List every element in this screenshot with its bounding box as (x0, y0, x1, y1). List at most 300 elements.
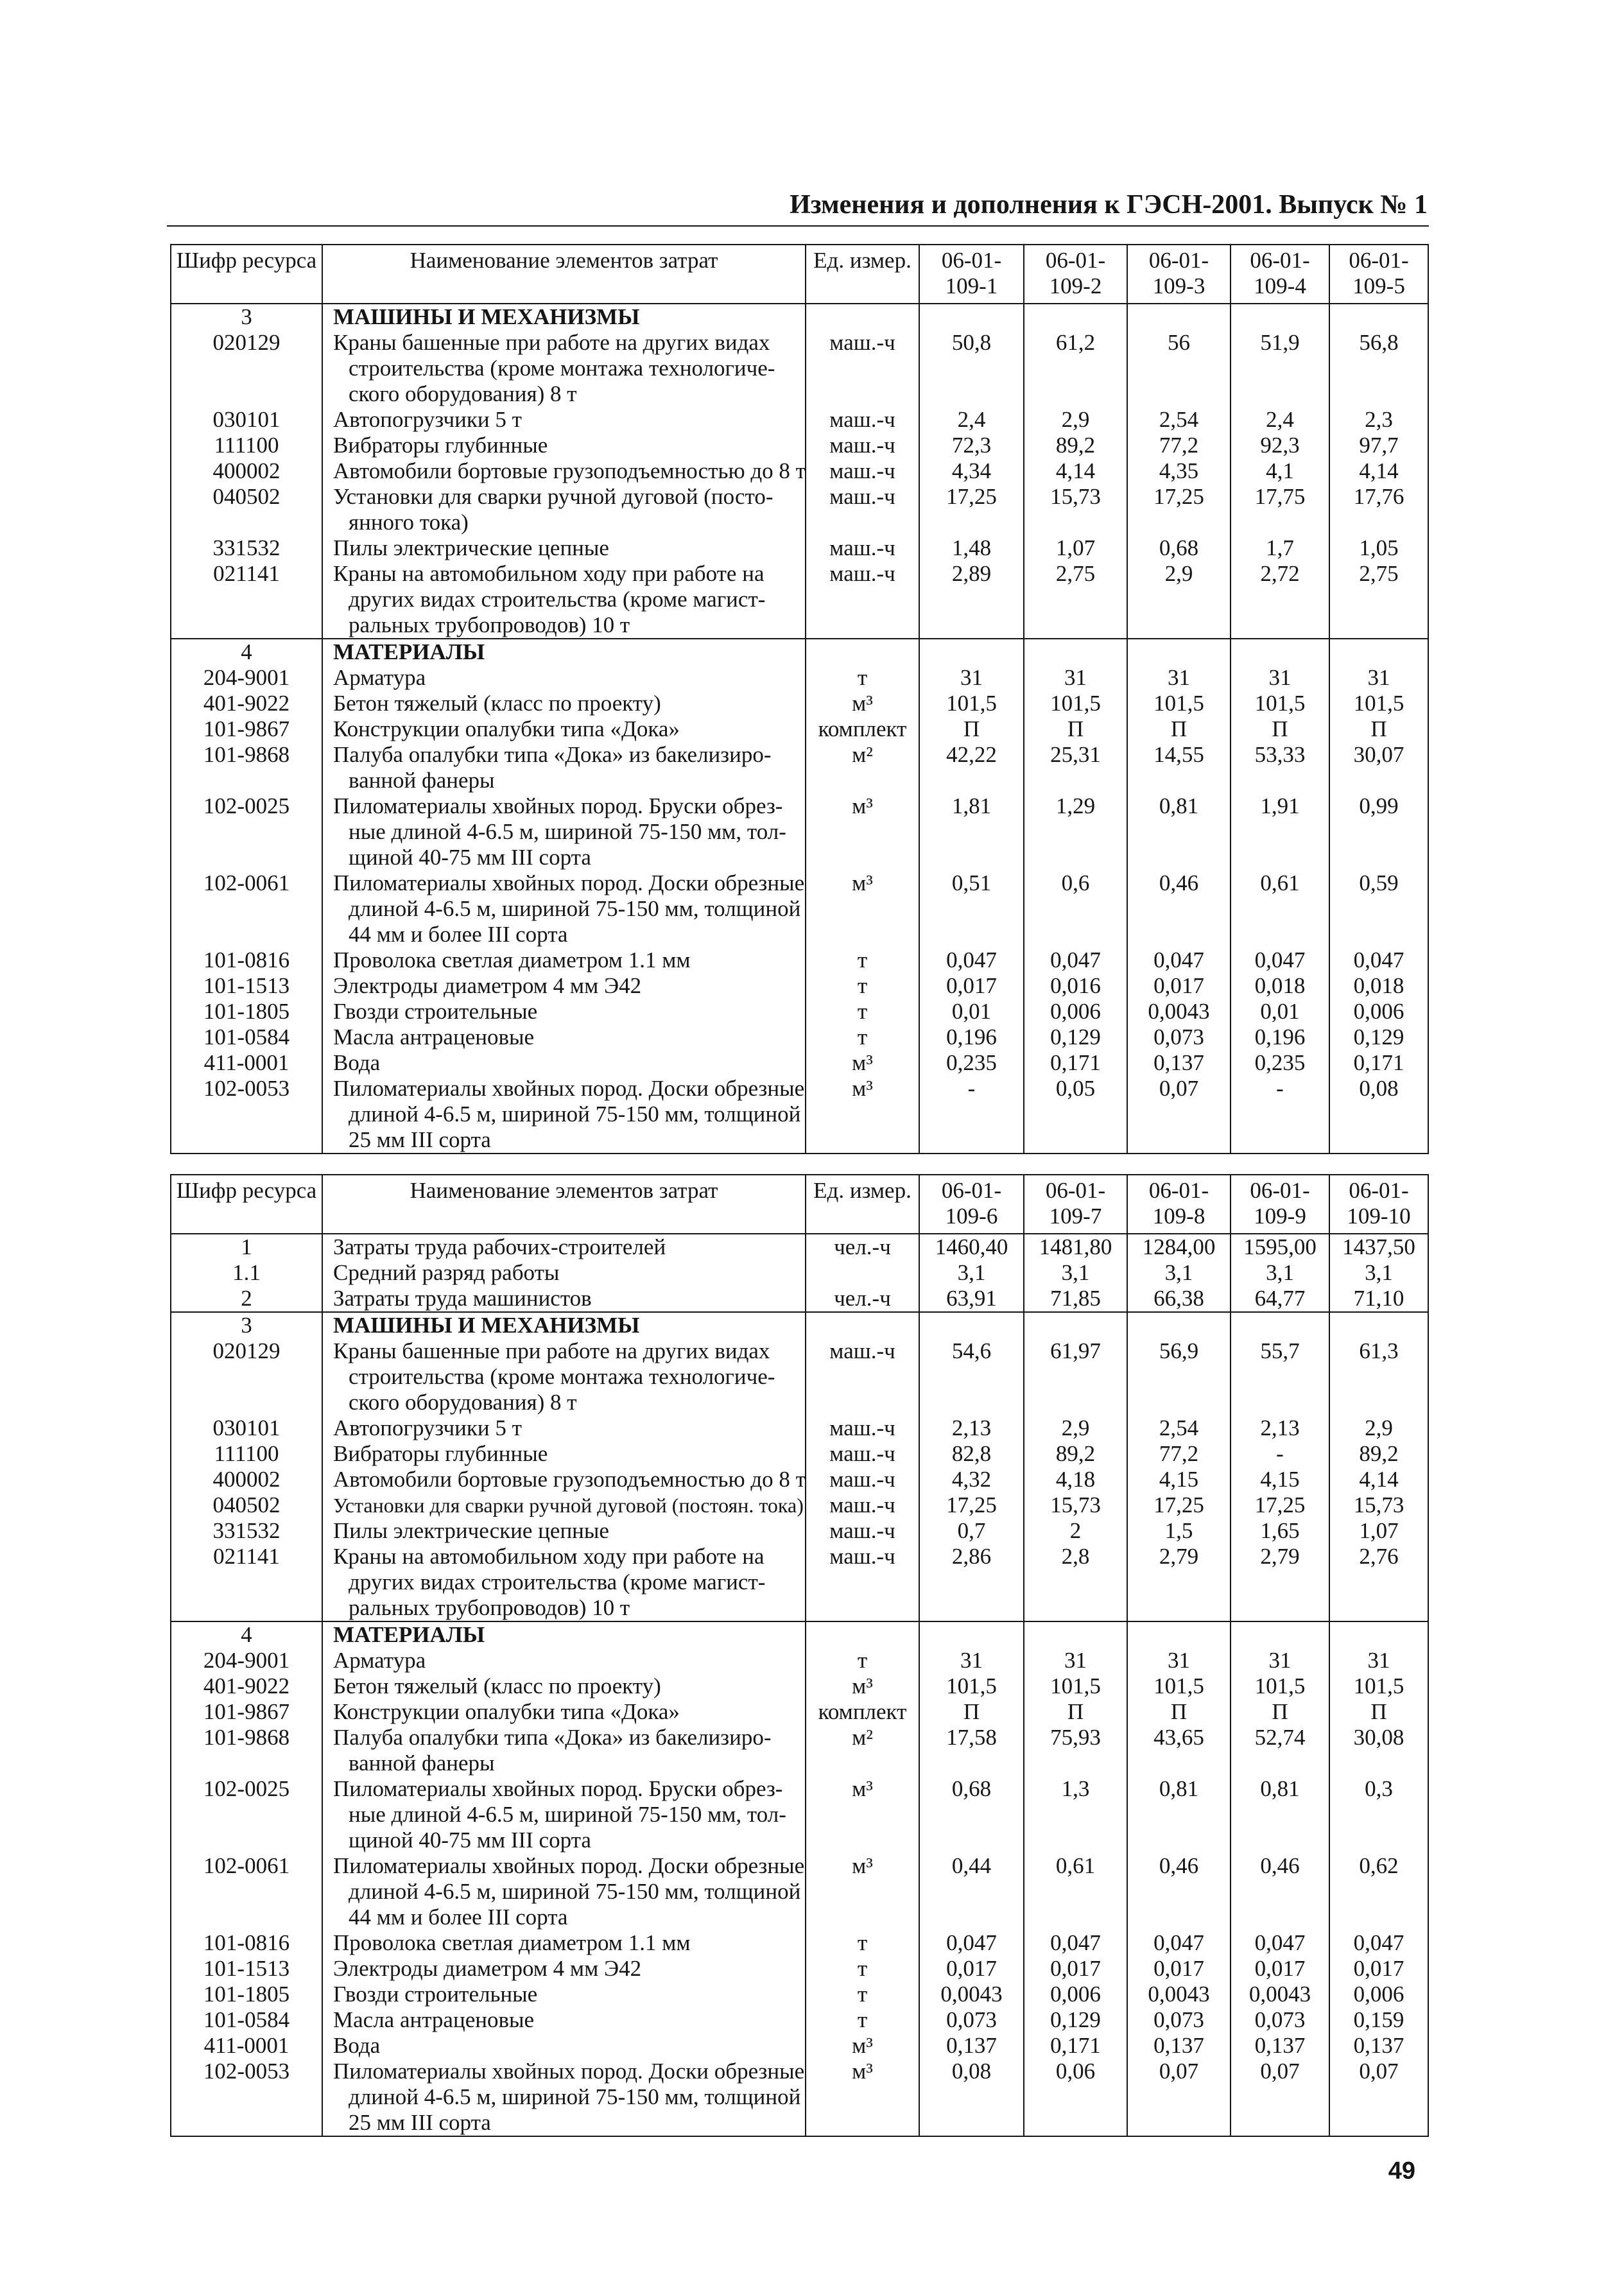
norm-value-cell (919, 716, 1024, 742)
norm-value-cell (919, 1415, 1024, 1441)
norm-value: 42,22 (946, 742, 997, 767)
norm-value: 89,2 (1055, 433, 1096, 458)
element-name-line: Гвозди строительные (333, 1982, 538, 2007)
element-name-cell (322, 716, 806, 742)
resource-code: 020129 (212, 330, 281, 355)
unit-cell (806, 1621, 919, 1648)
norm-value-cell (1329, 433, 1428, 458)
norm-value-cell (1329, 1956, 1428, 1982)
norm-code-line: 109-1 (945, 273, 998, 298)
resource-code: 102-0053 (203, 2059, 290, 2084)
table-row (171, 458, 1428, 484)
unit: маш.-ч (829, 1338, 895, 1363)
element-name-line: Вода (333, 2033, 381, 2058)
table-row (171, 1776, 1428, 1853)
norm-value: 3,1 (1061, 1260, 1090, 1285)
unit: м² (852, 742, 873, 767)
norm-value-cell (1024, 691, 1127, 716)
element-name-line: Затраты труда рабочих-строителей (333, 1234, 666, 1259)
norm-value-cell (1329, 535, 1428, 561)
norm-value-cell (1231, 870, 1329, 947)
norm-value-cell (1127, 1930, 1231, 1956)
norm-value: 0,07 (1159, 1076, 1199, 1101)
norm-value-cell (919, 1492, 1024, 1518)
resource-code: 411-0001 (203, 1050, 289, 1075)
norm-value: 43,65 (1153, 1725, 1204, 1750)
norm-value-cell (1024, 716, 1127, 742)
norm-value-cell (1024, 793, 1127, 870)
unit: т (857, 665, 868, 690)
norm-value: 0,44 (951, 1853, 992, 1878)
norm-value-cell (1024, 407, 1127, 433)
norm-value-cell (1231, 1776, 1329, 1853)
element-name-cell (322, 793, 806, 870)
resource-code-cell (171, 1776, 322, 1853)
norm-value-cell (1329, 1776, 1428, 1853)
resource-code-cell (171, 691, 322, 716)
norm-value-cell (1127, 1286, 1231, 1312)
norm-value-cell (1127, 1518, 1231, 1544)
norm-value: 31 (1064, 1648, 1087, 1673)
norm-value: 17,25 (946, 484, 997, 509)
norm-value-cell (1231, 561, 1329, 639)
table-row (171, 1467, 1428, 1492)
resource-code-cell (171, 1286, 322, 1312)
element-name-line: длиной 4-6.5 м, шириной 75-150 мм, толщиной (349, 1879, 801, 1904)
resource-code-cell (171, 2033, 322, 2059)
element-name-line: Пилы электрические цепные (333, 1518, 609, 1543)
norm-value-cell (1329, 1312, 1428, 1338)
norm-value: 0,047 (946, 947, 997, 972)
norm-value-cell (1024, 2007, 1127, 2033)
column-header-norm (1024, 1175, 1127, 1234)
norm-value: 0,047 (1153, 947, 1204, 972)
norm-value: П (1067, 1699, 1084, 1724)
element-name-line: Бетон тяжелый (класс по проекту) (333, 691, 661, 716)
unit: маш.-ч (829, 458, 895, 483)
norm-code-line: 109-7 (1049, 1204, 1102, 1229)
norm-value: 0,073 (1254, 2007, 1306, 2032)
norm-value: 56,8 (1359, 330, 1399, 355)
norm-value: 17,76 (1353, 484, 1404, 509)
unit: маш.-ч (829, 1467, 895, 1492)
resource-code-cell (171, 458, 322, 484)
element-name-line: Пиломатериалы хвойных пород. Бруски обрез- (333, 1776, 783, 1801)
element-name-cell (322, 484, 806, 535)
norm-value: 101,5 (1254, 691, 1306, 716)
norm-value-cell (1231, 947, 1329, 973)
norm-value: 52,74 (1254, 1725, 1306, 1750)
element-name-line: Бетон тяжелый (класс по проекту) (333, 1673, 661, 1698)
resource-code: 102-0025 (203, 793, 290, 818)
norm-value-cell (919, 1312, 1024, 1338)
element-name-line: Затраты труда машинистов (333, 1286, 592, 1311)
resource-code: 101-9868 (203, 1725, 290, 1750)
norm-code-line: 06-01- (1045, 1178, 1106, 1203)
unit-cell (806, 1982, 919, 2007)
table-header (171, 245, 1428, 304)
norm-value: П (963, 716, 980, 741)
norm-value-cell (1127, 793, 1231, 870)
norm-value: 31 (960, 665, 983, 690)
norm-value-cell (1329, 1467, 1428, 1492)
norm-value: 0,047 (1050, 947, 1101, 972)
unit: маш.-ч (829, 433, 895, 458)
norm-value-cell (1231, 1492, 1329, 1518)
norm-value-cell (1024, 1544, 1127, 1621)
norm-value-cell (1024, 1518, 1127, 1544)
column-header-unit (806, 1175, 919, 1234)
norm-value-cell (1231, 1415, 1329, 1441)
element-name-line: ные длиной 4-6.5 м, шириной 75-150 мм, тол- (349, 1802, 786, 1827)
norm-value: 101,5 (1153, 1673, 1204, 1698)
table-row (171, 973, 1428, 999)
unit: т (857, 2007, 868, 2032)
norm-value: 4,34 (951, 458, 992, 483)
element-name-line: других видах строительства (кроме магист- (349, 1569, 766, 1595)
norm-code-line: 109-10 (1347, 1204, 1411, 1229)
norm-value-cell (919, 999, 1024, 1024)
norm-value: 77,2 (1159, 433, 1199, 458)
norm-value-cell (919, 535, 1024, 561)
resource-code: 3 (241, 1313, 252, 1338)
resource-code-cell (171, 484, 322, 535)
norm-value-cell (1127, 1956, 1231, 1982)
norm-value: 1,7 (1266, 535, 1294, 560)
table-row (171, 1518, 1428, 1544)
resource-code-cell (171, 1050, 322, 1076)
norm-value: 2,13 (1260, 1415, 1300, 1440)
norm-value: 0,05 (1055, 1076, 1096, 1101)
element-name-line: Вибраторы глубинные (333, 1441, 548, 1466)
element-name-cell (322, 1648, 806, 1673)
unit-cell (806, 1956, 919, 1982)
table-row (171, 1544, 1428, 1621)
norm-value: 2,9 (1365, 1415, 1393, 1440)
table-row (171, 716, 1428, 742)
norm-value: 4,15 (1260, 1467, 1300, 1492)
norm-value-cell (1024, 458, 1127, 484)
element-name-cell (322, 1415, 806, 1441)
norm-value: 66,38 (1153, 1286, 1204, 1311)
norm-value-cell (1329, 1415, 1428, 1441)
norm-value: 30,07 (1353, 742, 1404, 767)
element-name-cell (322, 458, 806, 484)
norm-value: 0,047 (1050, 1930, 1101, 1955)
element-name-line: Установки для сварки ручной дуговой (постоян. тока) (333, 1494, 804, 1517)
unit: м³ (852, 793, 873, 818)
norm-value-cell (1024, 870, 1127, 947)
norm-value-cell (1127, 484, 1231, 535)
norm-code-line: 06-01- (1148, 1178, 1209, 1203)
norm-code-line: 06-01- (1349, 248, 1409, 273)
norm-value: 17,25 (1153, 1492, 1204, 1517)
resource-code: 101-1805 (203, 999, 290, 1024)
column-header-norm (919, 1175, 1024, 1234)
norm-value-cell (1231, 665, 1329, 691)
norm-value-cell (1329, 1234, 1428, 1260)
norm-code-line: 06-01- (1250, 248, 1310, 273)
element-name-line: 44 мм и более III сорта (349, 922, 568, 947)
norm-value: 101,5 (1254, 1673, 1306, 1698)
norm-value: 0,129 (1050, 1024, 1101, 1050)
resource-code: 411-0001 (203, 2033, 289, 2058)
resource-code-cell (171, 1699, 322, 1725)
norm-value-cell (1329, 639, 1428, 665)
element-name-cell (322, 1699, 806, 1725)
unit: м³ (852, 2033, 873, 2058)
norm-value-cell (1329, 1725, 1428, 1776)
column-header-norm (1231, 1175, 1329, 1234)
norm-value-cell (919, 1518, 1024, 1544)
norm-value: 15,73 (1050, 484, 1101, 509)
unit: м² (852, 1725, 873, 1750)
norm-value-cell (1024, 1024, 1127, 1050)
resource-code-cell (171, 1024, 322, 1050)
resource-code: 400002 (212, 458, 281, 483)
norm-value-cell (1231, 1544, 1329, 1621)
table-header (171, 1175, 1428, 1234)
unit: м³ (852, 1050, 873, 1075)
norm-value-cell (1024, 973, 1127, 999)
norm-value: 3,1 (1266, 1260, 1294, 1285)
norm-value-cell (1329, 458, 1428, 484)
norm-value-cell (1231, 1076, 1329, 1154)
norm-value-cell (919, 947, 1024, 973)
norm-value-cell (1231, 1467, 1329, 1492)
norm-value: 4,15 (1159, 1467, 1199, 1492)
norm-value: 0,81 (1159, 793, 1199, 818)
unit: т (857, 1648, 868, 1673)
resource-code-cell (171, 433, 322, 458)
norm-value-cell (1024, 1076, 1127, 1154)
norm-value-cell (1329, 1441, 1428, 1467)
table-body (171, 304, 1428, 1154)
column-header-norm (1329, 245, 1428, 304)
norm-value: 0,073 (946, 2007, 997, 2032)
norm-value-cell (1329, 407, 1428, 433)
element-name-line: Пилы электрические цепные (333, 535, 609, 560)
norm-code-line: 109-9 (1254, 1204, 1306, 1229)
norm-value: 0,047 (1254, 1930, 1306, 1955)
unit-cell (806, 1286, 919, 1312)
norm-value: 1,29 (1055, 793, 1096, 818)
element-name-line: Палуба опалубки типа «Дока» из бакелизиро- (333, 1725, 772, 1750)
norm-value: 1437,50 (1342, 1234, 1415, 1259)
norm-value-cell (1231, 535, 1329, 561)
norm-value-cell (1127, 1415, 1231, 1441)
element-name-cell (322, 1621, 806, 1648)
norm-value-cell (1127, 2033, 1231, 2059)
unit-cell (806, 973, 919, 999)
unit: м³ (852, 1853, 873, 1878)
norm-value: 1,07 (1359, 1518, 1399, 1543)
unit: маш.-ч (829, 1544, 895, 1569)
unit-cell (806, 947, 919, 973)
norm-value: 101,5 (946, 691, 997, 716)
element-name-line: Автомобили бортовые грузоподъемностью до 8 т (333, 1467, 806, 1492)
norm-value: 0,0043 (1148, 999, 1210, 1024)
table-row (171, 1024, 1428, 1050)
norm-code-line: 109-6 (945, 1204, 998, 1229)
norm-value-cell (919, 1076, 1024, 1154)
resource-code-cell (171, 1725, 322, 1776)
table-body (171, 1234, 1428, 2136)
norm-value-cell (1127, 1725, 1231, 1776)
norm-value-cell (1329, 1673, 1428, 1699)
unit: чел.-ч (834, 1286, 891, 1311)
norm-value: 0,81 (1159, 1776, 1199, 1801)
norm-value-cell (919, 1234, 1024, 1260)
norm-value: 2 (1069, 1518, 1082, 1543)
norm-value: 101,5 (946, 1673, 997, 1698)
title-rule (167, 225, 1429, 227)
norm-value: 0,01 (1260, 999, 1300, 1024)
unit-cell (806, 433, 919, 458)
element-name-line: Краны башенные при работе на других видах (333, 1338, 770, 1363)
norm-value-cell (1231, 1956, 1329, 1982)
column-header-name (322, 1175, 806, 1234)
norm-value: 0,017 (946, 973, 997, 998)
unit: маш.-ч (829, 561, 895, 586)
element-name-line: Вода (333, 1050, 381, 1075)
norm-value-cell (1127, 433, 1231, 458)
norm-value-cell (1231, 1853, 1329, 1930)
element-name-line: других видах строительства (кроме магист- (349, 587, 766, 612)
norm-value: 75,93 (1050, 1725, 1101, 1750)
norm-value-cell (1231, 1441, 1329, 1467)
unit-cell (806, 1699, 919, 1725)
norm-value: 61,97 (1050, 1338, 1101, 1363)
norm-value: 0,3 (1365, 1776, 1393, 1801)
resource-code: 401-9022 (203, 691, 290, 716)
norm-value-cell (1231, 1648, 1329, 1673)
unit-cell (806, 1076, 919, 1154)
element-name-line: Конструкции опалубки типа «Дока» (333, 716, 680, 741)
element-name-line: ского оборудования) 8 т (349, 1390, 577, 1415)
norm-value-cell (1231, 691, 1329, 716)
column-header-name-label: Наименование элементов затрат (410, 248, 718, 273)
norm-value-cell (1329, 1518, 1428, 1544)
resource-code-cell (171, 1338, 322, 1415)
norm-value-cell (1329, 716, 1428, 742)
unit: м³ (852, 870, 873, 895)
resource-code: 102-0061 (203, 870, 290, 895)
norm-value-cell (919, 639, 1024, 665)
resource-code: 400002 (212, 1467, 281, 1492)
element-name-line: Автопогрузчики 5 т (333, 407, 522, 432)
resource-table-1 (170, 244, 1429, 1154)
norm-value: 15,73 (1050, 1492, 1101, 1517)
norm-value: 1,05 (1359, 535, 1399, 560)
norm-value-cell (1024, 1725, 1127, 1776)
element-name-cell (322, 304, 806, 330)
unit-cell (806, 691, 919, 716)
norm-value: 0,137 (1254, 2033, 1306, 2058)
element-name-line: Вибраторы глубинные (333, 433, 548, 458)
norm-value: 72,3 (951, 433, 992, 458)
element-name-line: 25 мм III сорта (349, 1127, 491, 1152)
norm-value-cell (919, 2059, 1024, 2136)
norm-value: 31 (1367, 665, 1390, 690)
norm-value: 97,7 (1359, 433, 1399, 458)
table-row (171, 1050, 1428, 1076)
table-row (171, 1415, 1428, 1441)
norm-value-cell (1024, 535, 1127, 561)
norm-value: 2,13 (951, 1415, 992, 1440)
norm-value-cell (1231, 484, 1329, 535)
section-title: МАШИНЫ И МЕХАНИЗМЫ (333, 1313, 640, 1338)
norm-value: 17,25 (1254, 1492, 1306, 1517)
table-row (171, 561, 1428, 639)
unit-cell (806, 2007, 919, 2033)
norm-value-cell (1127, 1673, 1231, 1699)
norm-value: 1,3 (1061, 1776, 1090, 1801)
norm-value: 4,14 (1359, 458, 1399, 483)
norm-value-cell (1231, 1725, 1329, 1776)
norm-value-cell (1231, 458, 1329, 484)
element-name-line: ральных трубопроводов) 10 т (349, 612, 630, 637)
norm-value-cell (1231, 330, 1329, 407)
norm-value: 82,8 (951, 1441, 992, 1466)
norm-value: 4,14 (1055, 458, 1096, 483)
norm-value: 2,75 (1055, 561, 1096, 586)
norm-value: 3,1 (957, 1260, 986, 1285)
norm-value: 2,4 (957, 407, 986, 432)
element-name-cell (322, 2033, 806, 2059)
element-name-cell (322, 691, 806, 716)
resource-code-cell (171, 1648, 322, 1673)
element-name-cell (322, 1338, 806, 1415)
unit-cell (806, 1518, 919, 1544)
table-row (171, 1982, 1428, 2007)
unit: маш.-ч (829, 1518, 895, 1543)
norm-value-cell (1231, 1621, 1329, 1648)
norm-value: 0,08 (1359, 1076, 1399, 1101)
norm-value-cell (1024, 1286, 1127, 1312)
section-row (171, 639, 1428, 665)
table-row (171, 1286, 1428, 1312)
unit: т (857, 1982, 868, 2007)
norm-value: 0,137 (1353, 2033, 1404, 2058)
norm-value-cell (1231, 2059, 1329, 2136)
norm-value: 1481,80 (1039, 1234, 1112, 1259)
norm-value-cell (1329, 1024, 1428, 1050)
resource-code: 331532 (212, 535, 281, 560)
resource-code: 204-9001 (203, 1648, 290, 1673)
norm-value-cell (1024, 742, 1127, 793)
column-header-code (171, 1175, 322, 1234)
norm-value-cell (1329, 1076, 1428, 1154)
norm-code-line: 109-8 (1152, 1204, 1205, 1229)
norm-value-cell (1024, 1648, 1127, 1673)
norm-value: 4,1 (1266, 458, 1294, 483)
norm-value-cell (1127, 458, 1231, 484)
element-name-cell (322, 1776, 806, 1853)
norm-value-cell (919, 1930, 1024, 1956)
unit: комплект (818, 1699, 907, 1724)
norm-value-cell (1127, 1544, 1231, 1621)
norm-value: 2,8 (1061, 1544, 1090, 1569)
norm-value-cell (1127, 691, 1231, 716)
norm-value-cell (1127, 639, 1231, 665)
norm-value: 0,01 (951, 999, 992, 1024)
resource-code-cell (171, 1467, 322, 1492)
resource-code-cell (171, 1312, 322, 1338)
norm-value-cell (919, 1725, 1024, 1776)
norm-value: 0,171 (1353, 1050, 1404, 1075)
unit: м³ (852, 2059, 873, 2084)
